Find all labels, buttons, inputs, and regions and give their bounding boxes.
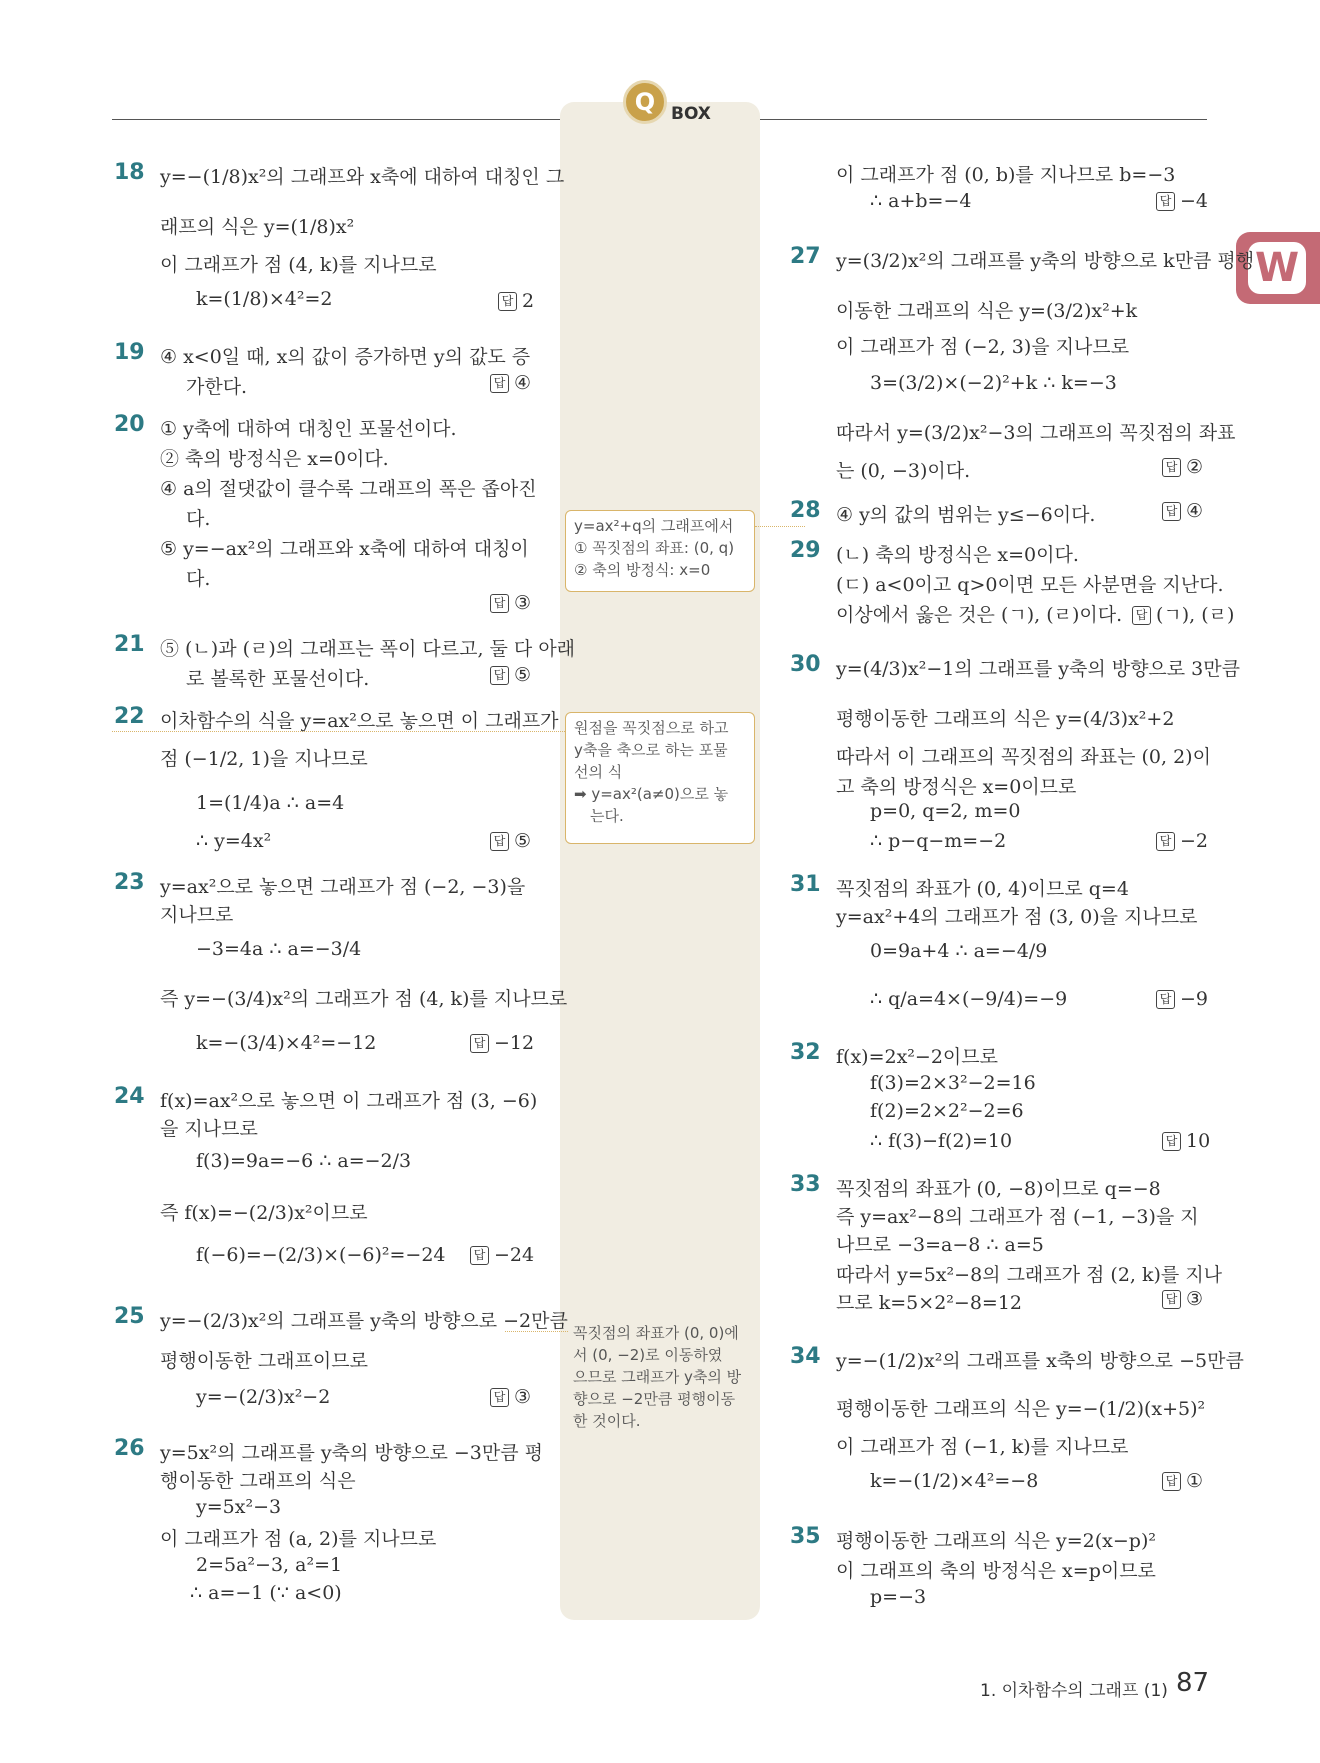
answer-badge: 답 ③ bbox=[490, 592, 531, 614]
answer-badge: 답 ② bbox=[1162, 456, 1203, 478]
solution-line: y=(4/3)x²−1의 그래프를 y축의 방향으로 3만큼 bbox=[836, 658, 1240, 680]
note-line: 원점을 꼭짓점으로 하고 bbox=[574, 719, 729, 737]
solution-line: y=(3/2)x²의 그래프를 y축의 방향으로 k만큼 평행 bbox=[836, 250, 1255, 272]
solution-line: f(x)=2x²−2이므로 bbox=[836, 1046, 998, 1068]
solution-line: k=−(3/4)×4²=−12 bbox=[196, 1032, 377, 1054]
solution-line: ① y축에 대하여 대칭인 포물선이다. bbox=[160, 418, 457, 440]
note-line: 서 (0, −2)로 이동하였 bbox=[573, 1346, 723, 1364]
solution-line: ∴ a=−1 (∵ a<0) bbox=[190, 1582, 342, 1604]
note-line: y=ax²+q의 그래프에서 bbox=[574, 517, 734, 535]
note-line: 으므로 그래프가 y축의 방 bbox=[573, 1368, 742, 1386]
solution-line: f(x)=ax²으로 놓으면 이 그래프가 점 (3, −6) bbox=[160, 1090, 538, 1112]
answer-badge: 답 2 bbox=[498, 290, 534, 312]
sidebar-note-3 bbox=[565, 1322, 763, 1432]
header-rule-right bbox=[760, 119, 1207, 120]
solution-line: (ㄷ) a<0이고 q>0이면 모든 사분면을 지난다. bbox=[836, 574, 1224, 596]
solution-line: y=−(1/8)x²의 그래프와 x축에 대하여 대칭인 그 bbox=[160, 166, 565, 188]
answer-badge: 답 ④ bbox=[490, 372, 531, 394]
solution-line: 다. bbox=[186, 568, 211, 590]
solution-line: 즉 y=−(3/4)x²의 그래프가 점 (4, k)를 지나므로 bbox=[160, 988, 568, 1010]
problem-number: 34 bbox=[790, 1344, 821, 1369]
problem-number: 29 bbox=[790, 538, 821, 563]
answer-badge: 답 −2 bbox=[1156, 830, 1208, 852]
problem-number: 20 bbox=[114, 412, 145, 437]
solution-line: −3=4a ∴ a=−3/4 bbox=[196, 938, 362, 960]
solution-line: y=ax²+4의 그래프가 점 (3, 0)을 지나므로 bbox=[836, 906, 1198, 928]
solution-line: p=0, q=2, m=0 bbox=[870, 800, 1021, 822]
note-line: 꼭짓점의 좌표가 (0, 0)에 bbox=[573, 1324, 739, 1342]
answer-badge: 답 −9 bbox=[1156, 988, 1208, 1010]
solution-line: ∴ p−q−m=−2 bbox=[870, 830, 1007, 852]
problem-number: 33 bbox=[790, 1172, 821, 1197]
sidebar-note-2 bbox=[565, 712, 755, 844]
problem-number: 27 bbox=[790, 244, 821, 269]
answer-badge: 답 ① bbox=[1162, 1470, 1203, 1492]
problem-number: 32 bbox=[790, 1040, 821, 1065]
problem-number: 18 bbox=[114, 160, 145, 185]
solution-line: 따라서 이 그래프의 꼭짓점의 좌표는 (0, 2)이 bbox=[836, 746, 1211, 768]
leader-line bbox=[755, 526, 805, 527]
problem-number: 35 bbox=[790, 1524, 821, 1549]
solution-line: y=−(1/2)x²의 그래프를 x축의 방향으로 −5만큼 bbox=[836, 1350, 1244, 1372]
solution-line: 이 그래프가 점 (4, k)를 지나므로 bbox=[160, 254, 437, 276]
solution-line: 평행이동한 그래프의 식은 y=2(x−p)² bbox=[836, 1530, 1156, 1552]
solution-line: 평행이동한 그래프의 식은 y=(4/3)x²+2 bbox=[836, 708, 1175, 730]
solution-line: ∴ q/a=4×(−9/4)=−9 bbox=[870, 988, 1068, 1010]
problem-number: 21 bbox=[114, 632, 145, 657]
note-line: 향으로 −2만큼 평행이동 bbox=[573, 1390, 736, 1408]
answer-badge: 답 ④ bbox=[1162, 500, 1203, 522]
problem-number: 23 bbox=[114, 870, 145, 895]
solution-line: 꼭짓점의 좌표가 (0, −8)이므로 q=−8 bbox=[836, 1178, 1161, 1200]
solution-line: y=ax²으로 놓으면 그래프가 점 (−2, −3)을 bbox=[160, 876, 526, 898]
solution-line: 즉 y=ax²−8의 그래프가 점 (−1, −3)을 지 bbox=[836, 1206, 1199, 1228]
solution-line: y=−(2/3)x²의 그래프를 y축의 방향으로 −2만큼 bbox=[160, 1310, 568, 1332]
solution-line: 이 그래프가 점 (−2, 3)을 지나므로 bbox=[836, 336, 1130, 358]
q-logo-icon: Q bbox=[623, 80, 667, 124]
solution-line: 이차함수의 식을 y=ax²으로 놓으면 이 그래프가 bbox=[160, 710, 559, 732]
solution-line: ∴ y=4x² bbox=[196, 830, 272, 852]
solution-line: 3=(3/2)×(−2)²+k ∴ k=−3 bbox=[870, 372, 1117, 394]
solution-line: ∴ a+b=−4 bbox=[870, 190, 972, 212]
answer-badge: 답 −4 bbox=[1156, 190, 1208, 212]
answer-badge: 답 ⑤ bbox=[490, 664, 531, 686]
answer-badge: 답 ⑤ bbox=[490, 830, 531, 852]
solution-line: (ㄴ) 축의 방정식은 x=0이다. bbox=[836, 544, 1079, 566]
solution-line: f(3)=2×3²−2=16 bbox=[870, 1072, 1036, 1094]
solution-line: 고 축의 방정식은 x=0이므로 bbox=[836, 776, 1077, 798]
solution-line: ④ a의 절댓값이 클수록 그래프의 폭은 좁아진 bbox=[160, 478, 537, 500]
solution-line: 지나므로 bbox=[160, 904, 234, 926]
problem-number: 31 bbox=[790, 872, 821, 897]
solution-line: 므로 k=5×2²−8=12 bbox=[836, 1292, 1022, 1314]
sidebar-note-1 bbox=[565, 510, 755, 592]
problem-number: 28 bbox=[790, 498, 821, 523]
note-line: ➡ y=ax²(a≠0)으로 놓 bbox=[574, 785, 729, 803]
solution-line: ∴ f(3)−f(2)=10 bbox=[870, 1130, 1013, 1152]
problem-number: 22 bbox=[114, 704, 145, 729]
note-line: 한 것이다. bbox=[573, 1412, 641, 1430]
solution-line: 이동한 그래프의 식은 y=(3/2)x²+k bbox=[836, 300, 1138, 322]
answer-badge: 답 −24 bbox=[470, 1244, 534, 1266]
solution-line: 가한다. bbox=[186, 376, 248, 398]
solution-line: 2=5a²−3, a²=1 bbox=[196, 1554, 343, 1576]
box-label: BOX bbox=[671, 104, 711, 124]
solution-line: 는 (0, −3)이다. bbox=[836, 460, 971, 482]
note-line: ② 축의 방정식: x=0 bbox=[574, 561, 711, 579]
solution-line: ④ y의 값의 범위는 y≤−6이다. bbox=[836, 504, 1096, 526]
page-number: 87 bbox=[1176, 1668, 1210, 1698]
solution-line: k=−(1/2)×4²=−8 bbox=[870, 1470, 1039, 1492]
solution-line: 이 그래프가 점 (0, b)를 지나므로 b=−3 bbox=[836, 164, 1176, 186]
answer-badge: 답 ③ bbox=[490, 1386, 531, 1408]
problem-number: 30 bbox=[790, 652, 821, 677]
answer-badge: 답 10 bbox=[1162, 1130, 1210, 1152]
solution-line: 이 그래프의 축의 방정식은 x=p이므로 bbox=[836, 1560, 1156, 1582]
w-logo: W bbox=[1248, 242, 1306, 294]
solution-line: 꼭짓점의 좌표가 (0, 4)이므로 q=4 bbox=[836, 878, 1129, 900]
solution-line: y=−(2/3)x²−2 bbox=[196, 1386, 331, 1408]
solution-line: ④ x<0일 때, x의 값이 증가하면 y의 값도 증 bbox=[160, 346, 531, 368]
solution-line: 따라서 y=(3/2)x²−3의 그래프의 꼭짓점의 좌표 bbox=[836, 422, 1236, 444]
problem-number: 25 bbox=[114, 1304, 145, 1329]
solution-line: y=5x²의 그래프를 y축의 방향으로 −3만큼 평 bbox=[160, 1442, 543, 1464]
note-line: ① 꼭짓점의 좌표: (0, q) bbox=[574, 539, 735, 557]
solution-line: ② 축의 방정식은 x=0이다. bbox=[160, 448, 389, 470]
solution-line: y=5x²−3 bbox=[196, 1496, 282, 1518]
answer-badge: 답 (ㄱ), (ㄹ) bbox=[1132, 600, 1234, 627]
solution-line: f(−6)=−(2/3)×(−6)²=−24 bbox=[196, 1244, 446, 1266]
solution-line: f(2)=2×2²−2=6 bbox=[870, 1100, 1024, 1122]
solution-line: 1=(1/4)a ∴ a=4 bbox=[196, 792, 345, 814]
solution-line: 즉 f(x)=−(2/3)x²이므로 bbox=[160, 1202, 368, 1224]
problem-number: 19 bbox=[114, 340, 145, 365]
solution-line: 0=9a+4 ∴ a=−4/9 bbox=[870, 940, 1048, 962]
solution-line: 래프의 식은 y=(1/8)x² bbox=[160, 216, 355, 238]
note-line: 는다. bbox=[590, 807, 624, 825]
solution-line: ⑤ (ㄴ)과 (ㄹ)의 그래프는 폭이 다르고, 둘 다 아래 bbox=[160, 638, 576, 660]
header-rule-left bbox=[112, 119, 560, 120]
solution-line: 이 그래프가 점 (a, 2)를 지나므로 bbox=[160, 1528, 437, 1550]
solution-line: f(3)=9a=−6 ∴ a=−2/3 bbox=[196, 1150, 412, 1172]
solution-line: 따라서 y=5x²−8의 그래프가 점 (2, k)를 지나 bbox=[836, 1264, 1223, 1286]
problem-number: 24 bbox=[114, 1084, 145, 1109]
solution-line: 평행이동한 그래프이므로 bbox=[160, 1350, 368, 1372]
solution-line: 점 (−1/2, 1)을 지나므로 bbox=[160, 748, 368, 770]
solution-line: 행이동한 그래프의 식은 bbox=[160, 1470, 356, 1492]
solution-line: p=−3 bbox=[870, 1586, 927, 1608]
note-line: y축을 축으로 하는 포물 bbox=[574, 741, 728, 759]
solution-line: 로 볼록한 포물선이다. bbox=[186, 668, 370, 690]
solution-line: 을 지나므로 bbox=[160, 1118, 258, 1140]
answer-badge: 답 −12 bbox=[470, 1032, 534, 1054]
note-line: 선의 식 bbox=[574, 763, 623, 781]
solution-line: 평행이동한 그래프의 식은 y=−(1/2)(x+5)² bbox=[836, 1398, 1206, 1420]
problem-number: 26 bbox=[114, 1436, 145, 1461]
solution-line: ⑤ y=−ax²의 그래프와 x축에 대하여 대칭이 bbox=[160, 538, 529, 560]
solution-line: 나므로 −3=a−8 ∴ a=5 bbox=[836, 1234, 1044, 1256]
solution-line: 다. bbox=[186, 508, 211, 530]
solution-line: 이 그래프가 점 (−1, k)를 지나므로 bbox=[836, 1436, 1129, 1458]
solution-line: 이상에서 옳은 것은 (ㄱ), (ㄹ)이다. bbox=[836, 604, 1123, 626]
answer-badge: 답 ③ bbox=[1162, 1288, 1203, 1310]
solution-line: k=(1/8)×4²=2 bbox=[196, 288, 333, 310]
section-title: 1. 이차함수의 그래프 (1) bbox=[980, 1681, 1168, 1701]
